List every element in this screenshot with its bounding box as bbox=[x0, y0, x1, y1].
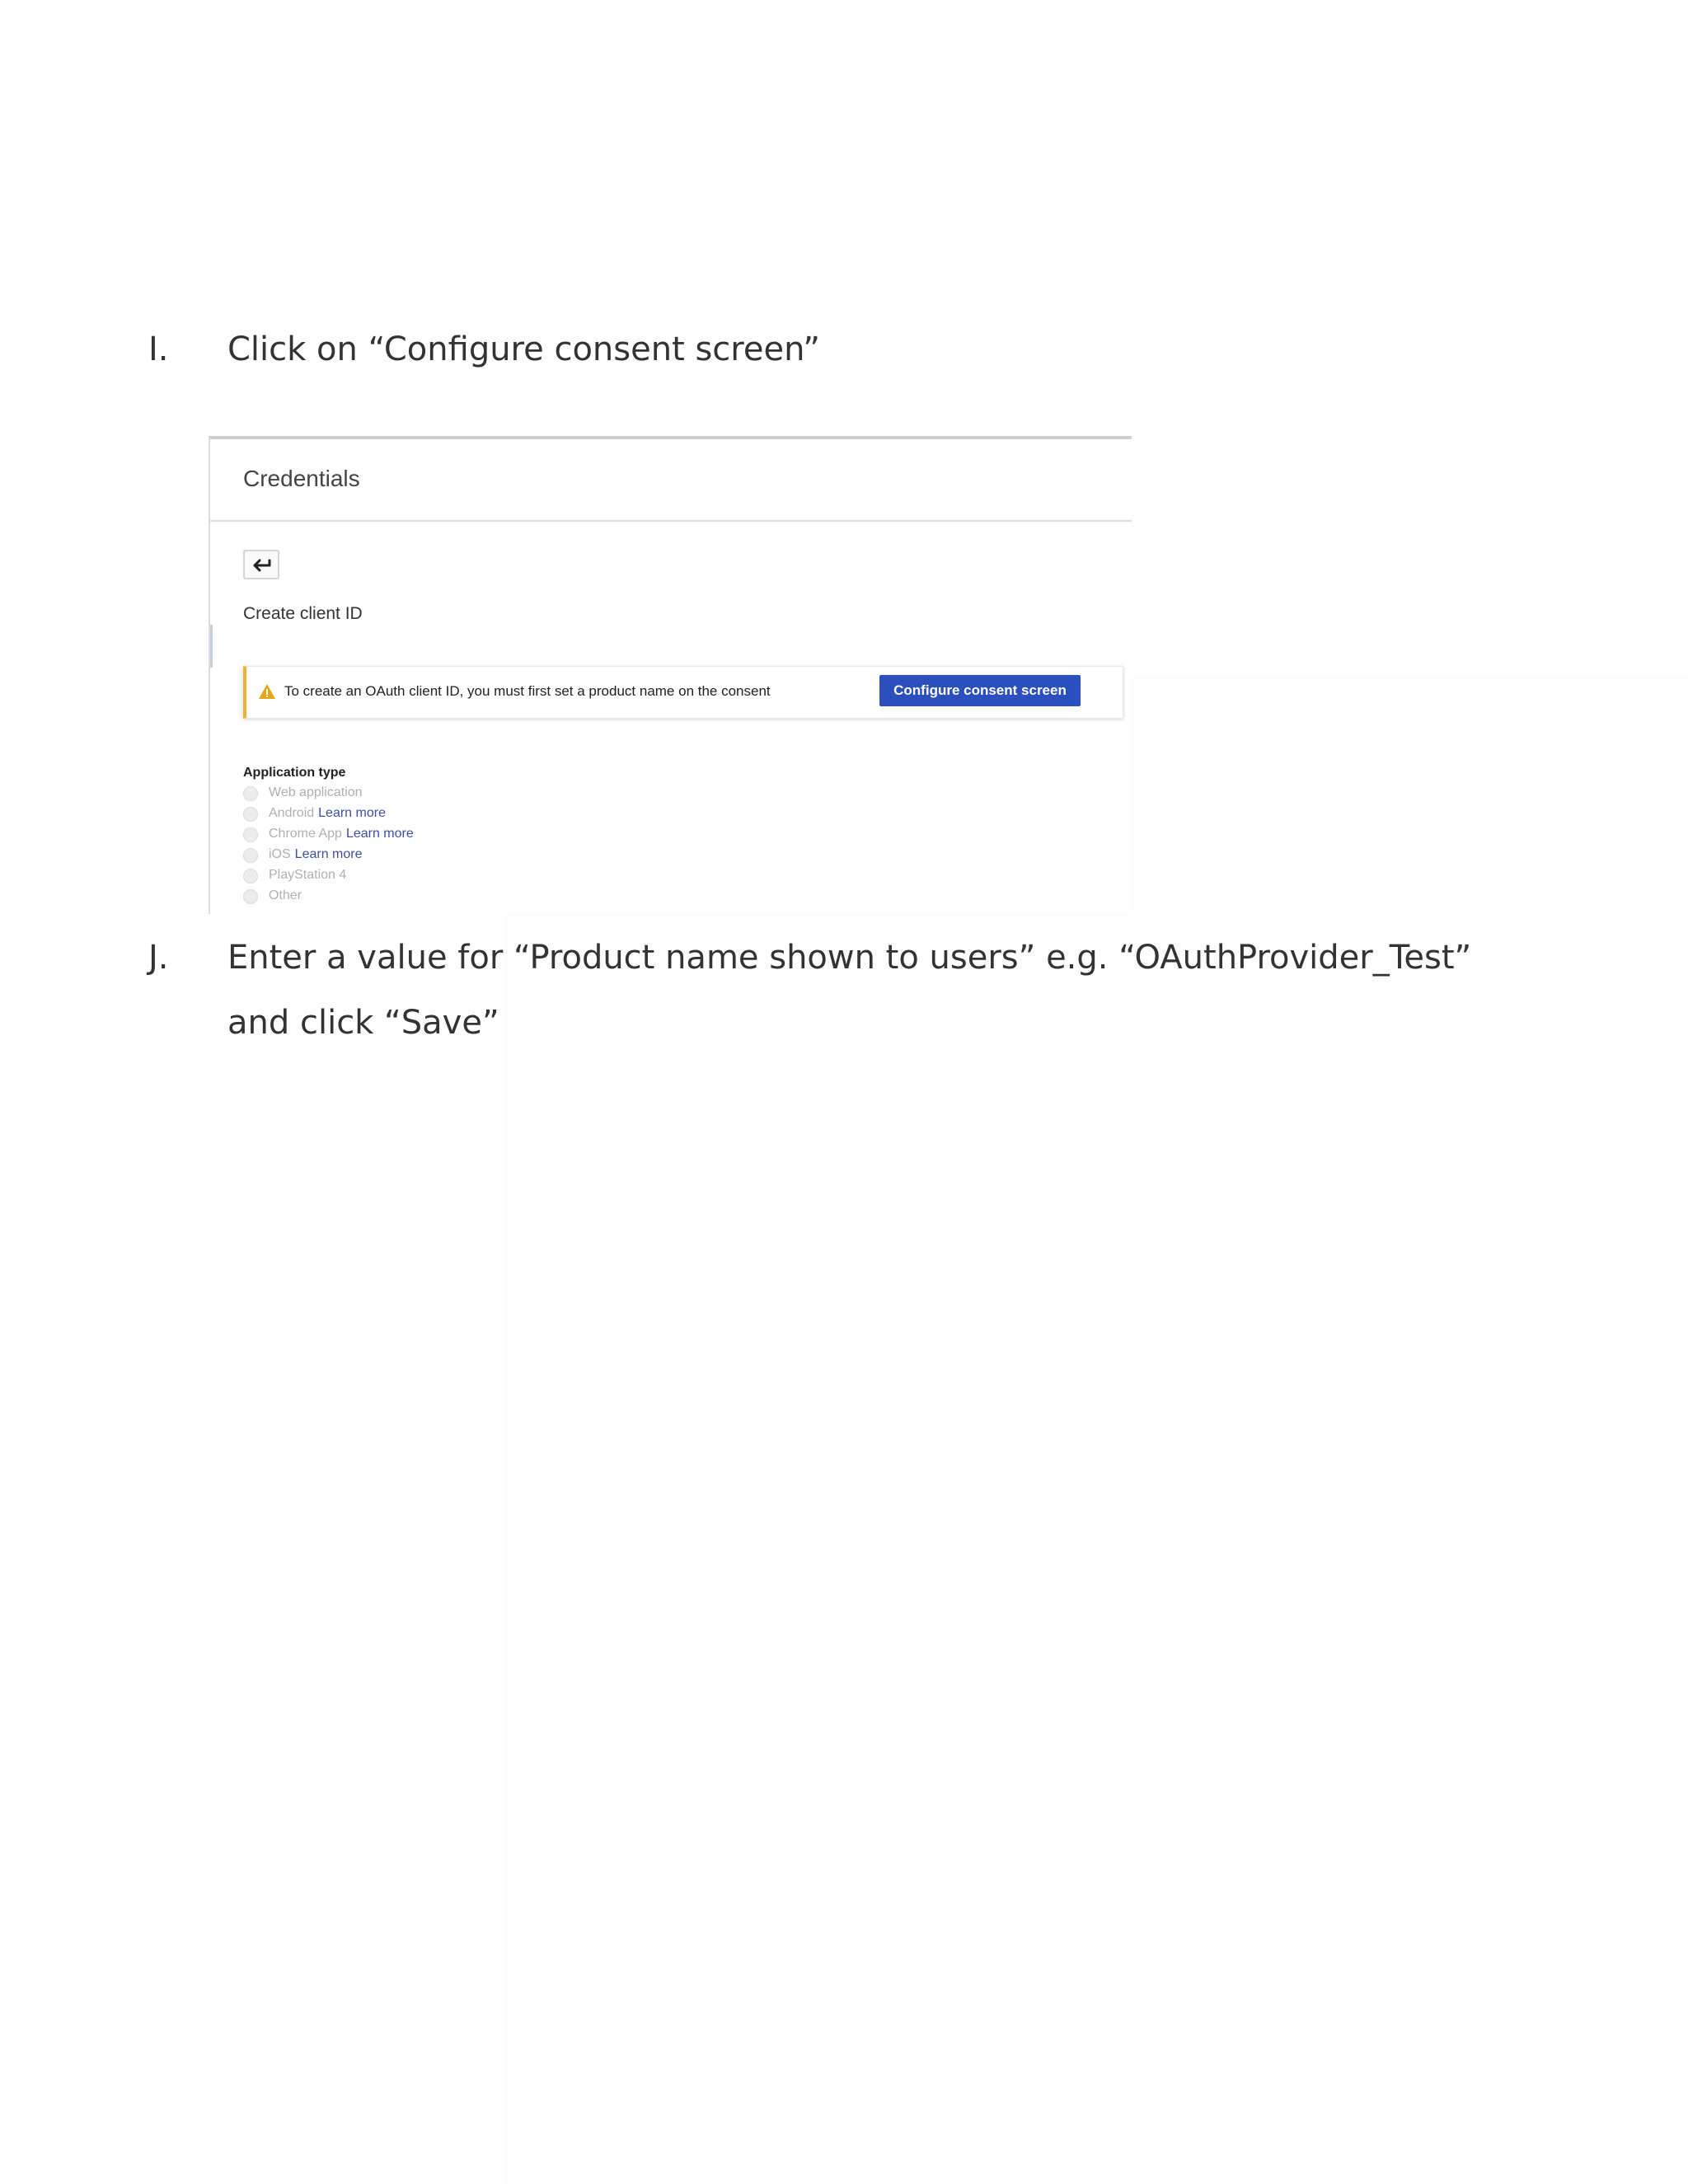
step-instruction bbox=[227, 317, 1546, 382]
radio-button[interactable] bbox=[243, 807, 258, 822]
create-client-id-title: Create client ID bbox=[243, 604, 363, 623]
credentials-title: Credentials bbox=[243, 466, 360, 491]
step-instruction-line: Enter a value for “Product name shown to users” e.g. “OAuthProvider_Test” bbox=[227, 939, 1472, 977]
step-instruction-line: Click on “Configure consent screen” bbox=[227, 330, 820, 368]
radio-option-label: Android bbox=[269, 806, 315, 820]
step-marker: I. bbox=[148, 330, 169, 368]
step-marker: J. bbox=[148, 939, 169, 977]
edge-marker bbox=[210, 625, 213, 668]
configure-consent-screen-button[interactable]: Configure consent screen bbox=[879, 675, 1081, 706]
radio-option-label: iOS bbox=[269, 847, 291, 861]
radio-option-label: Other bbox=[269, 888, 302, 902]
radio-button[interactable] bbox=[243, 827, 258, 842]
learn-more-link[interactable]: Learn more bbox=[345, 827, 414, 841]
embedded-screenshot bbox=[209, 436, 1132, 914]
radio-option-label: PlayStation 4 bbox=[269, 868, 347, 882]
credentials-header bbox=[210, 439, 1132, 522]
step-instruction bbox=[227, 926, 1546, 1056]
learn-more-link[interactable]: Learn more bbox=[294, 847, 363, 861]
radio-option-label: Chrome App bbox=[269, 827, 342, 841]
alert-message: To create an OAuth client ID, you must first set a product name on the consent bbox=[284, 683, 771, 699]
radio-button[interactable] bbox=[243, 848, 258, 863]
learn-more-link[interactable]: Learn more bbox=[318, 806, 386, 820]
warning-icon bbox=[258, 683, 276, 700]
radio-button[interactable] bbox=[243, 869, 258, 883]
back-arrow-icon bbox=[252, 557, 272, 574]
back-button[interactable] bbox=[243, 550, 279, 579]
radio-button[interactable] bbox=[243, 889, 258, 904]
radio-option-label: Web application bbox=[269, 785, 363, 799]
step-instruction-line: and click “Save” bbox=[227, 1004, 499, 1042]
radio-button[interactable] bbox=[243, 786, 258, 801]
application-type-label: Application type bbox=[243, 766, 346, 780]
